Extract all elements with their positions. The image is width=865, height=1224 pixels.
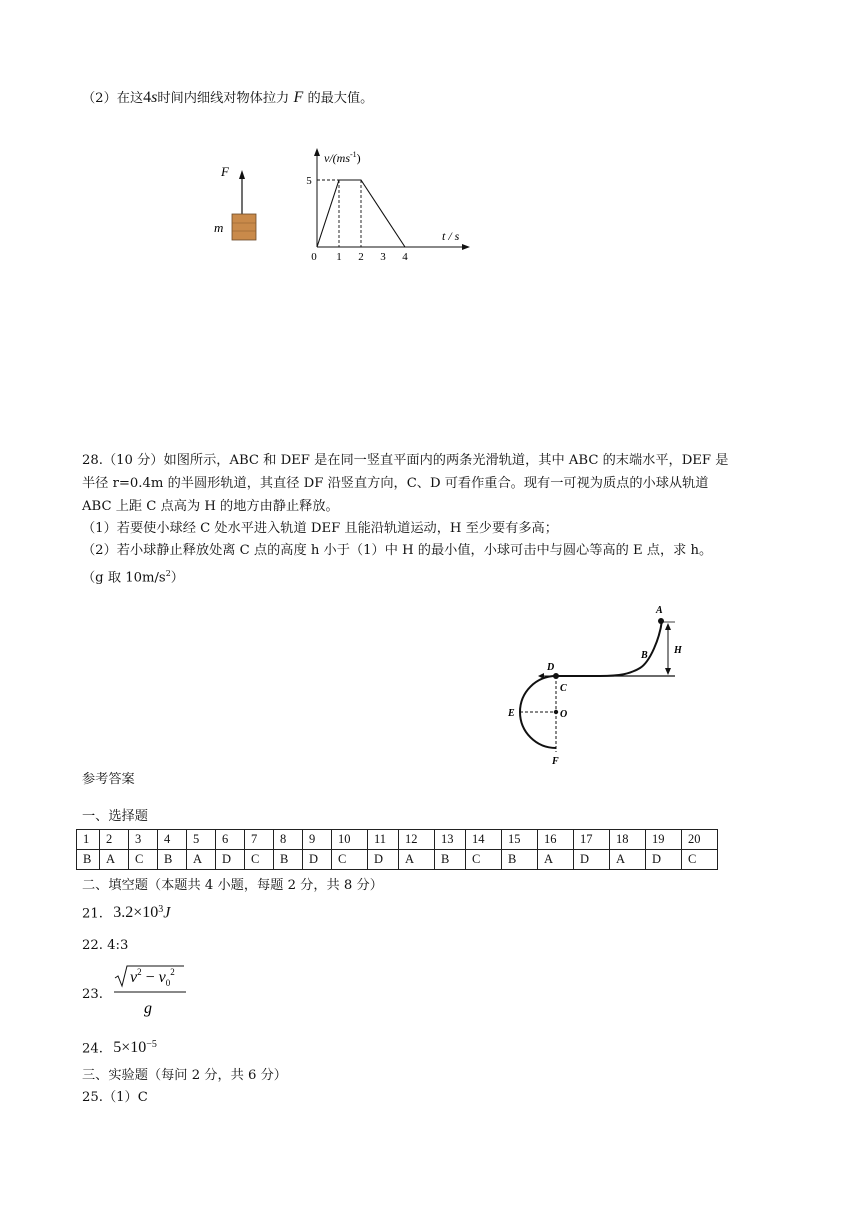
answer-number-cell: 14 (466, 830, 502, 850)
answer-letter-cell: A (187, 850, 216, 870)
answer-number-cell: 20 (682, 830, 718, 850)
t-tick-label-2: 2 (358, 251, 364, 263)
answer-number-cell: 5 (187, 830, 216, 850)
answer-number-cell: 1 (77, 830, 100, 850)
vt-guides (317, 180, 361, 247)
answer-letter-cell: C (682, 850, 718, 870)
label-o: O (560, 709, 568, 720)
t-tick-label-0: 0 (311, 251, 317, 263)
v-axis-arrow (314, 148, 320, 156)
center-point (554, 710, 558, 714)
answer-number-cell: 8 (274, 830, 303, 850)
t-tick-label-1: 1 (336, 251, 342, 263)
vt-ticks (306, 175, 408, 263)
answer-24: 24. $5\times 10^{-5}$ (82, 1039, 157, 1057)
t-tick-label-4: 4 (402, 251, 408, 263)
ball-a (658, 618, 664, 624)
answer-number-cell: 11 (368, 830, 399, 850)
answer-letter-cell: B (158, 850, 187, 870)
answer-23-fraction (112, 962, 192, 1020)
force-label: F (221, 164, 229, 179)
h-arrow-top (665, 623, 671, 630)
answer-number-cell: 19 (646, 830, 682, 850)
answer-23-num: 23. (82, 987, 103, 1002)
answer-number-cell: 7 (245, 830, 274, 850)
answer-letter-cell: A (399, 850, 435, 870)
v-axis-label: $v/(ms^{-1})$ (324, 150, 361, 165)
q28-line-5: （2）若小球静止释放处离 C 点的高度 h 小于（1）中 H 的最小值，小球可击中与圆心等高的 E 点，求 h。 (82, 543, 713, 558)
answer-letter-cell: A (610, 850, 646, 870)
answer-number-cell: 4 (158, 830, 187, 850)
q28-line-4: （1）若要使小球经 C 处水平进入轨道 DEF 且能沿轨道运动，H 至少要有多高； (82, 521, 558, 536)
answer-letter-cell: B (77, 850, 100, 870)
answer-number-cell: 3 (129, 830, 158, 850)
mass-box (232, 214, 256, 240)
label-c: C (560, 683, 567, 694)
mass-label: m (214, 220, 224, 235)
section-experiment: 三、实验题（每问 2 分，共 6 分） (82, 1068, 287, 1083)
answer-letter-cell: B (502, 850, 538, 870)
label-b: B (641, 650, 648, 661)
t-tick-label-3: 3 (380, 251, 386, 263)
force-box-figure (200, 140, 280, 250)
answer-numbers-row (77, 830, 718, 850)
answer-25: 25.（1）C (82, 1090, 148, 1105)
answer-letter-cell: A (538, 850, 574, 870)
answer-number-cell: 2 (100, 830, 129, 850)
answer-number-cell: 9 (303, 830, 332, 850)
answer-letter-cell: D (216, 850, 245, 870)
q28-line-3: ABC 上距 C 点高为 H 的地方由静止释放。 (82, 499, 339, 514)
answer-letters-row (77, 850, 718, 870)
vt-graph (300, 140, 480, 265)
section-choice: 一、选择题 (82, 809, 148, 824)
answer-number-cell: 12 (399, 830, 435, 850)
label-h: H (674, 645, 682, 656)
answer-number-cell: 15 (502, 830, 538, 850)
answer-table (76, 829, 718, 870)
answer-letter-cell: C (245, 850, 274, 870)
t-axis-arrow (462, 244, 470, 250)
answer-letter-cell: C (466, 850, 502, 870)
point-d (553, 673, 559, 679)
label-d: D (547, 662, 555, 673)
answer-letter-cell: C (129, 850, 158, 870)
answer-number-cell: 17 (574, 830, 610, 850)
h-arrow-bottom (665, 668, 671, 675)
label-e: E (508, 708, 515, 719)
answer-number-cell: 10 (332, 830, 368, 850)
answer-letter-cell: C (332, 850, 368, 870)
answer-letter-cell: D (574, 850, 610, 870)
abc-track (556, 620, 662, 676)
q28-line-1: 28.（10 分）如图所示，ABC 和 DEF 是在同一竖直平面内的两条光滑轨道，其中 ABC 的末端水平，DEF 是 (82, 453, 729, 468)
force-arrow-head (239, 170, 245, 179)
answer-number-cell: 18 (610, 830, 646, 850)
q28-line-2: 半径 r=0.4m 的半圆形轨道，其直径 DF 沿竖直方向，C、D 可看作重合。现有一可视为质点的小球从轨道 (82, 476, 709, 491)
label-f: F (552, 756, 559, 767)
track-figure (490, 600, 690, 770)
q27-part2-text: （2）在这4s时间内细线对物体拉力 F 的最大值。 (82, 89, 374, 106)
answers-title: 参考答案 (82, 772, 135, 787)
answer-letter-cell: D (646, 850, 682, 870)
v-tick-label-5: 5 (306, 175, 312, 187)
answer-number-cell: 13 (435, 830, 466, 850)
answer-letter-cell: B (274, 850, 303, 870)
q28-line-6: （g 取 $10m/s^2$） (82, 569, 184, 586)
t-axis-label: t / s (442, 229, 460, 243)
label-a: A (656, 605, 663, 616)
answer-number-cell: 6 (216, 830, 245, 850)
answer-letter-cell: D (303, 850, 332, 870)
section-fill: 二、填空题（本题共 4 小题，每题 2 分，共 8 分） (82, 878, 383, 893)
sqrt-content: $v^2 - v_0^2$ (130, 967, 175, 988)
answer-22: 22. 4:3 (82, 938, 129, 953)
answer-number-cell: 16 (538, 830, 574, 850)
fraction-denominator: g (144, 1000, 152, 1017)
answer-letter-cell: A (100, 850, 129, 870)
answer-21: 21. $3.2\times 10^3J$ (82, 904, 171, 922)
answer-letter-cell: D (368, 850, 399, 870)
answer-letter-cell: B (435, 850, 466, 870)
